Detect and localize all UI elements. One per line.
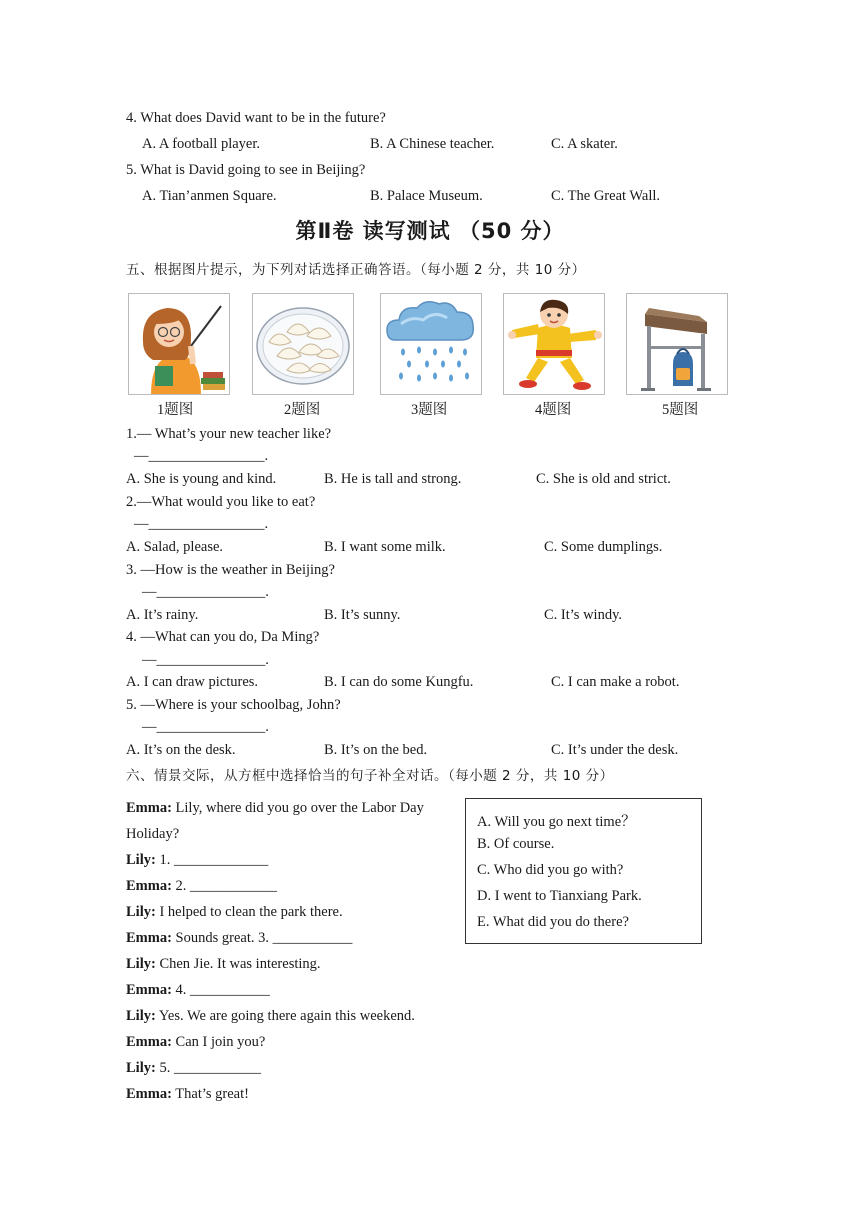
- dialogue-line: [126, 955, 321, 973]
- part5-heading: 五、根据图片提示，为下列对话选择正确答语。（每小题 2 分，共 10 分）: [126, 262, 586, 278]
- dialogue-line: [126, 877, 277, 895]
- part5-answer-blank-3: —_______________.: [142, 584, 269, 600]
- listening-question-4: 4. What does David want to be in the future?: [126, 110, 386, 126]
- part5-answer-blank-4: —_______________.: [142, 652, 269, 668]
- dialogue-text: Can I join you?: [171, 1034, 266, 1050]
- dialogue-speaker: Emma:: [126, 800, 172, 816]
- part5-q3-option-a: A. It’s rainy.: [126, 607, 199, 623]
- answer-options-box: [465, 798, 702, 944]
- listening-q4-option-b: B. A Chinese teacher.: [370, 136, 495, 152]
- rain-cloud-icon: [380, 293, 482, 395]
- kungfu-boy-icon: [503, 293, 605, 395]
- dialogue-text: 2. ____________: [171, 878, 278, 894]
- dialogue-speaker: Lily:: [126, 956, 156, 972]
- dialogue-line: [126, 799, 424, 817]
- box-option-c: C. Who did you go with?: [477, 862, 624, 878]
- part5-q3-option-b: B. It’s sunny.: [324, 607, 401, 623]
- dialogue-line: [126, 1085, 249, 1103]
- listening-q5-option-b: B. Palace Museum.: [370, 188, 483, 204]
- dialogue-speaker: Emma:: [126, 930, 172, 946]
- dialogue-speaker: Emma:: [126, 878, 172, 894]
- part5-q2-option-b: B. I want some milk.: [324, 539, 446, 555]
- part5-q2-option-a: A. Salad, please.: [126, 539, 224, 555]
- dialogue-line: [126, 1059, 261, 1077]
- part5-question-1: 1.— What’s your new teacher like?: [126, 426, 332, 442]
- box-option-b: B. Of course.: [477, 836, 555, 852]
- teacher-icon: [128, 293, 230, 395]
- dialogue-line: [126, 903, 343, 921]
- dialogue-text: Yes. We are going there again this weekend.: [155, 1008, 415, 1024]
- part5-question-2: 2.—What would you like to eat?: [126, 494, 316, 510]
- dialogue-line: [126, 981, 270, 999]
- dialogue-text: That’s great!: [171, 1086, 249, 1102]
- dialogue-speaker: Lily:: [126, 1060, 156, 1076]
- part5-q1-option-c: C. She is old and strict.: [536, 471, 671, 487]
- dialogue-speaker: Lily:: [126, 1008, 156, 1024]
- part5-q4-option-c: C. I can make a robot.: [551, 674, 680, 690]
- part6-heading: 六、情景交际，从方框中选择恰当的句子补全对话。（每小题 2 分，共 10 分）: [126, 768, 614, 784]
- part5-q5-option-a: A. It’s on the desk.: [126, 742, 236, 758]
- dialogue-speaker: Lily:: [126, 904, 156, 920]
- dialogue-line: [126, 929, 352, 947]
- part5-q4-option-b: B. I can do some Kungfu.: [324, 674, 474, 690]
- dialogue-speaker: Emma:: [126, 1086, 172, 1102]
- box-option-d: D. I went to Tianxiang Park.: [477, 888, 642, 904]
- listening-q5-option-a: A. Tian’anmen Square.: [142, 188, 277, 204]
- part5-q3-option-c: C. It’s windy.: [544, 607, 623, 623]
- part5-answer-blank-1: —________________.: [134, 448, 269, 464]
- part5-q2-option-c: C. Some dumplings.: [544, 539, 663, 555]
- dialogue-text: 1. _____________: [155, 852, 269, 868]
- dialogue-text: Holiday?: [126, 826, 180, 842]
- part5-question-3: 3. —How is the weather in Beijing?: [126, 562, 335, 578]
- listening-q5-option-c: C. The Great Wall.: [551, 188, 661, 204]
- dialogue-line: [126, 1007, 415, 1025]
- picture-caption-1: 1题图: [157, 402, 194, 418]
- part5-question-5: 5. —Where is your schoolbag, John?: [126, 697, 341, 713]
- dialogue-speaker: Lily:: [126, 852, 156, 868]
- listening-question-5: 5. What is David going to see in Beijing?: [126, 162, 366, 178]
- part5-q1-option-a: A. She is young and kind.: [126, 471, 277, 487]
- box-option-e: E. What did you do there?: [477, 914, 629, 930]
- part5-question-4: 4. —What can you do, Da Ming?: [126, 629, 320, 645]
- part5-q5-option-b: B. It’s on the bed.: [324, 742, 428, 758]
- box-option-a: A. Will you go next time？: [477, 814, 636, 830]
- picture-caption-4: 4题图: [535, 402, 572, 418]
- dialogue-text: 4. ___________: [171, 982, 270, 998]
- dialogue-speaker: Emma:: [126, 1034, 172, 1050]
- picture-caption-5: 5题图: [662, 402, 699, 418]
- dialogue-text: 5. ____________: [155, 1060, 261, 1076]
- desk-schoolbag-icon: [626, 293, 728, 395]
- part5-answer-blank-2: —________________.: [134, 516, 269, 532]
- part5-q1-option-b: B. He is tall and strong.: [324, 471, 462, 487]
- section-title: 第Ⅱ卷 读写测试 （50 分）: [295, 219, 565, 243]
- dialogue-line: [126, 825, 179, 843]
- listening-q4-option-c: C. A skater.: [551, 136, 618, 152]
- dialogue-line: [126, 851, 268, 869]
- dialogue-line: [126, 1033, 265, 1051]
- part5-q5-option-c: C. It’s under the desk.: [551, 742, 679, 758]
- dialogue-text: I helped to clean the park there.: [155, 904, 343, 920]
- dumplings-icon: [252, 293, 354, 395]
- listening-q4-option-a: A. A football player.: [142, 136, 260, 152]
- part5-answer-blank-5: —_______________.: [142, 719, 269, 735]
- dialogue-text: Sounds great. 3. ___________: [171, 930, 353, 946]
- dialogue-text: Lily, where did you go over the Labor Day: [171, 800, 424, 816]
- dialogue-text: Chen Jie. It was interesting.: [155, 956, 321, 972]
- part5-q4-option-a: A. I can draw pictures.: [126, 674, 259, 690]
- picture-caption-2: 2题图: [284, 402, 321, 418]
- picture-caption-3: 3题图: [411, 402, 448, 418]
- dialogue-speaker: Emma:: [126, 982, 172, 998]
